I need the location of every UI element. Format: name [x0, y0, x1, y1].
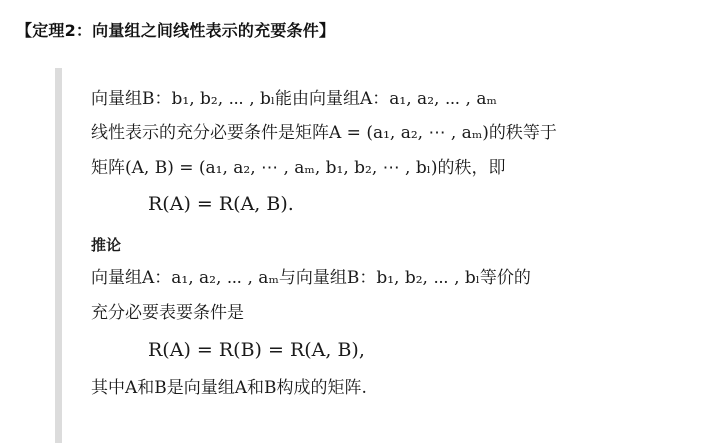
theorem-formula: R(A) = R(A, B). — [148, 193, 294, 215]
corollary-title: 推论 — [91, 236, 122, 254]
corollary-formula: R(A) = R(B) = R(A, B), — [148, 339, 365, 361]
theorem-line-3: 矩阵(A, B) = (a₁, a₂, ⋯ , aₘ, b₁, b₂, ⋯ , bₗ)的秩，即 — [91, 158, 506, 178]
theorem-heading: 【定理2：向量组之间线性表示的充要条件】 — [16, 21, 336, 40]
corollary-line-1: 向量组A：a₁, a₂, ⋯ , aₘ与向量组B：b₁, b₂, ⋯ , bₗ等价的 — [91, 268, 531, 288]
corollary-line-3: 其中A和B是向量组A和B构成的矩阵. — [91, 378, 367, 398]
corollary-line-2: 充分必要表要条件是 — [91, 303, 244, 323]
theorem-line-1: 向量组B：b₁, b₂, ⋯ , bₗ能由向量组A：a₁, a₂, ⋯ , aₘ — [91, 89, 497, 109]
blockquote-bar — [55, 68, 62, 443]
theorem-line-2: 线性表示的充分必要条件是矩阵A = (a₁, a₂, ⋯ , aₘ)的秩等于 — [91, 123, 557, 143]
